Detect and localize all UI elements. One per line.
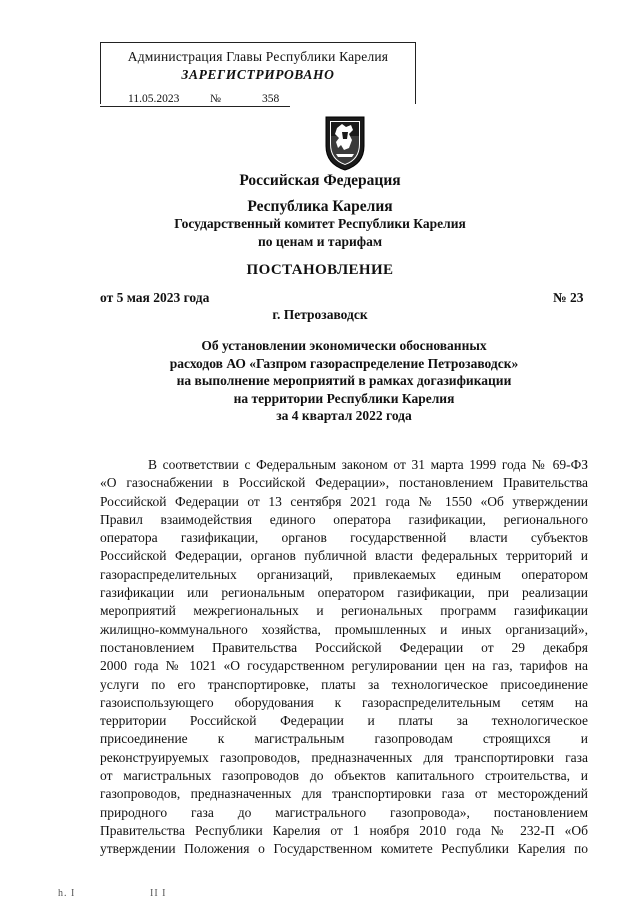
body-line: газификации или региональным оператором газификации, при реализации — [100, 585, 588, 601]
body-line: Правил взаимодействия единого оператора газификации, регионального — [100, 511, 588, 527]
body-line: Российской Федерации, органов публичной власти федеральных территорий и — [100, 548, 588, 564]
document-city: г. Петрозаводск — [272, 307, 368, 322]
body-line: постановлением Правительства Российской Федерации от 29 декабря — [100, 639, 588, 655]
title-line: за 4 квартал 2022 года — [276, 408, 412, 423]
stamp-underline — [100, 106, 290, 107]
body-line: газораспределительных организаций, привлекаемых единым оператором — [100, 566, 588, 582]
body-line: услуги по его транспортировке, платы за технологическое присоединение — [100, 676, 588, 692]
title-line: расходов АО «Газпром газораспределение Петрозаводск» — [169, 355, 519, 371]
header-republic: Республика Карелия — [247, 198, 393, 215]
body-line: Российской Федерации от 13 сентября 2021 года № 1550 «Об утверждении — [100, 493, 588, 509]
stamp-number-label: № — [210, 93, 221, 105]
header-committee-line2: по ценам и тарифам — [257, 234, 383, 249]
document-title — [100, 337, 588, 425]
document-type: ПОСТАНОВЛЕНИЕ — [246, 262, 394, 278]
body-line: природного газа до магистрального газопровода», постановлением — [100, 804, 588, 820]
document-date: от 5 мая 2023 года — [100, 290, 210, 305]
document-number: № 23 — [553, 290, 584, 305]
stamp-organization: Администрация Главы Республики Карелия — [127, 49, 389, 64]
scan-artifact-marks: h. I — [58, 888, 76, 899]
body-line: «О газоснабжении в Российской Федерации», постановлением Правительства — [100, 475, 588, 491]
body-line: присоединение к магистральным газопроводам строящихся и — [100, 731, 588, 747]
body-line: газоиспользующего оборудования к газораспределительным сетям на — [100, 694, 588, 710]
title-line: Об установлении экономически обоснованных — [201, 338, 487, 353]
stamp-date: 11.05.2023 — [128, 93, 180, 105]
body-line: оператора газификации, органов государственной власти субъектов — [100, 530, 588, 546]
body-line: реконструируемых газопроводов, предназначенных для транспортировки газа — [100, 749, 588, 765]
body-line: 2000 года № 1021 «О государственном регулировании цен на газ, тарифов на — [100, 658, 588, 674]
karelia-coat-of-arms-icon — [322, 114, 368, 172]
title-line: на выполнение мероприятий в рамках догазификации — [176, 373, 512, 388]
header-committee-line1: Государственный комитет Республики Карелия — [174, 216, 466, 231]
body-line: от магистральных газопроводов до объектов капитального строительства, и — [100, 768, 588, 784]
stamp-status: ЗАРЕГИСТРИРОВАНО — [181, 67, 335, 82]
body-line: жилищно-коммунального хозяйства, промышленных и иных организаций», — [100, 621, 588, 637]
body-line: утверждении Положения о Государственном комитете Республики Карелия по — [100, 841, 588, 857]
body-line: территории Российской Федерации и платы за технологическое — [100, 713, 588, 729]
body-line: В соответствии с Федеральным законом от 31 марта 1999 года № 69-ФЗ — [148, 457, 588, 472]
body-line: Правительства Республики Карелия от 1 ноября 2010 года № 232-П «Об — [100, 822, 588, 838]
body-line: газопроводов, предназначенных для транспортировки газа от месторождений — [100, 786, 588, 802]
stamp-number: 358 — [262, 93, 280, 105]
title-line: на территории Республики Карелия — [233, 390, 455, 406]
header-federation: Российская Федерация — [239, 172, 401, 189]
document-body — [100, 456, 588, 859]
scan-artifact-marks: II I — [150, 888, 167, 899]
body-line: мероприятий межрегиональных и региональных программ газификации — [100, 603, 588, 619]
